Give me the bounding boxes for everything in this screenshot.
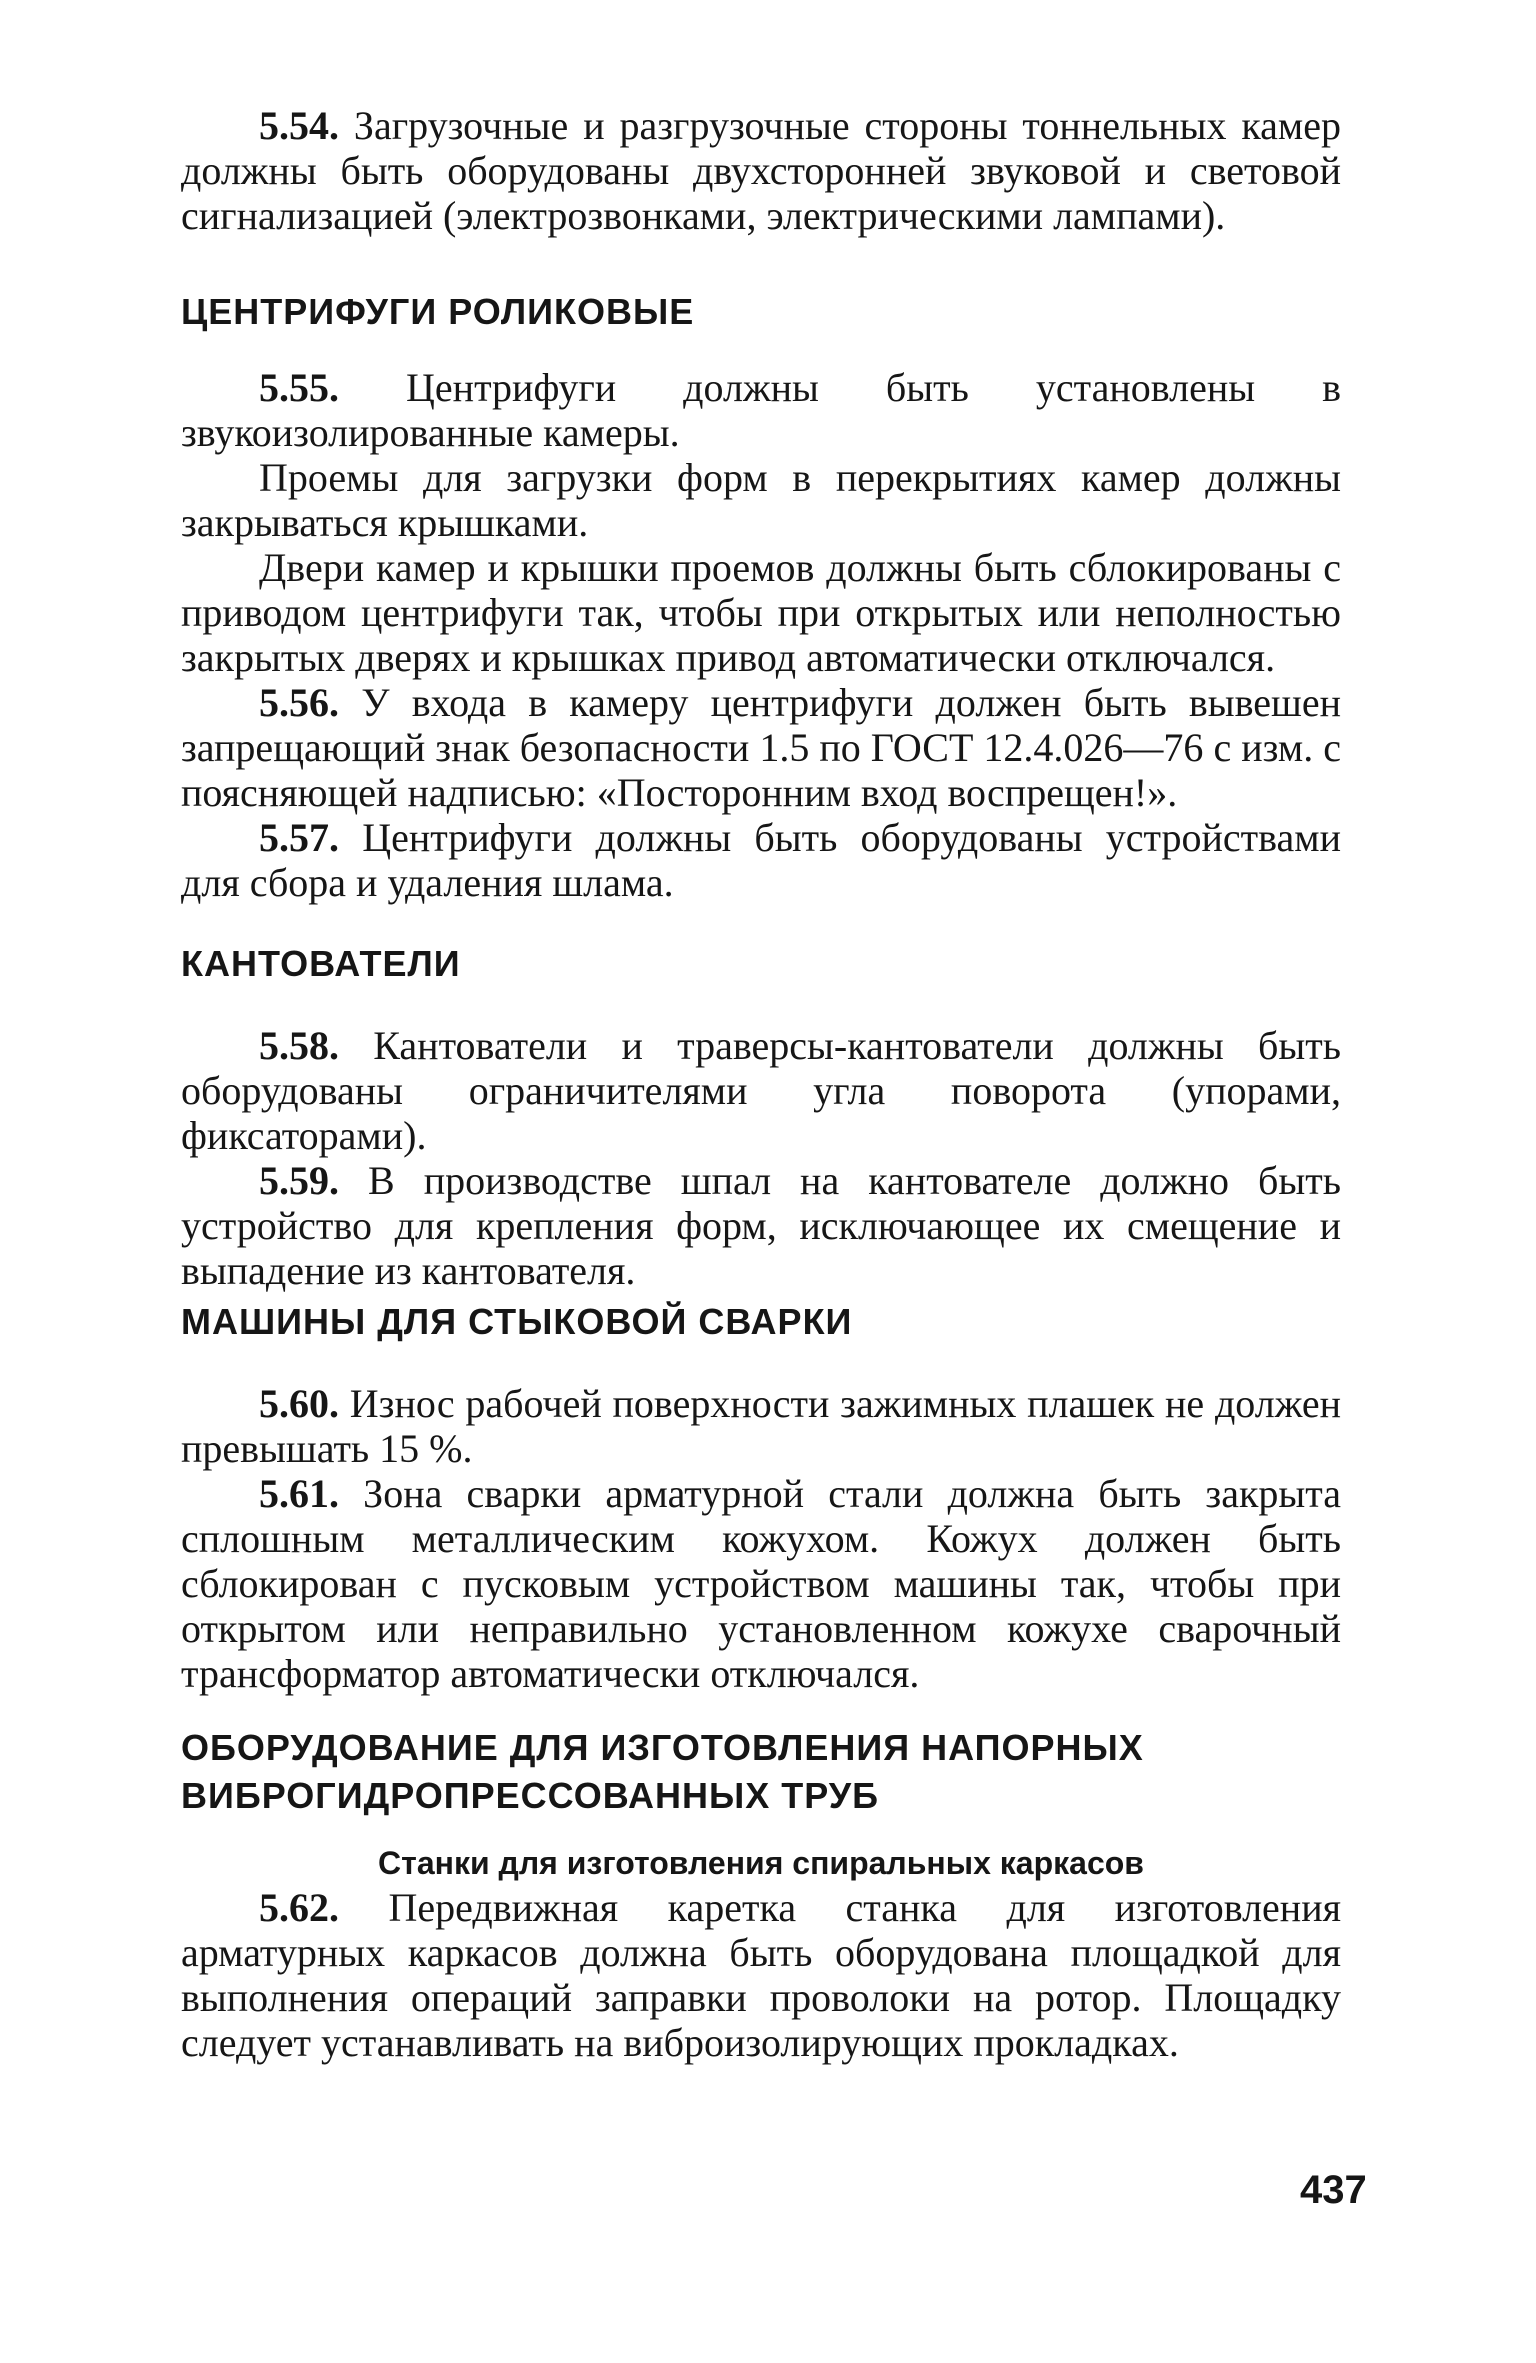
- paragraph-5-55-doors: Двери камер и крышки проемов должны быть сблокированы с приводом центрифуги так, чтобы при открытых или неполностью закрытых дверях и крышках привод автоматически отключался.: [181, 545, 1341, 680]
- heading-centrifuges: ЦЕНТРИФУГИ РОЛИКОВЫЕ: [181, 291, 695, 332]
- section-welding: [181, 1381, 1341, 1696]
- heading-welding: МАШИНЫ ДЛЯ СТЫКОВОЙ СВАРКИ: [181, 1301, 853, 1342]
- heading-pipes-line-1: ОБОРУДОВАНИЕ ДЛЯ ИЗГОТОВЛЕНИЯ НАПОРНЫХ: [181, 1727, 1144, 1768]
- heading-pipes-line-2: ВИБРОГИДРОПРЕССОВАННЫХ ТРУБ: [181, 1775, 880, 1816]
- paragraph-5-58: [181, 1023, 1341, 1158]
- subheading-spiral-frames: Станки для изготовления спиральных каркасов: [378, 1845, 1144, 1881]
- paragraph-number: 5.56.: [259, 680, 339, 725]
- paragraph-5-55-openings: Проемы для загрузки форм в перекрытиях камер должны закрываться крышками.: [181, 455, 1341, 545]
- page-number: 437: [1300, 2168, 1367, 2212]
- section-intro: [181, 103, 1341, 238]
- paragraph-text: Центрифуги должны быть оборудованы устройствами для сбора и удаления шлама.: [181, 815, 1341, 905]
- paragraph-number: 5.58.: [259, 1023, 339, 1068]
- paragraph-text: Передвижная каретка станка для изготовления арматурных каркасов должна быть оборудована площадкой для выполнения операций заправки проволоки на ротор. Площадку следует устанавливать на виброизолирующих прокладках.: [181, 1885, 1342, 2065]
- paragraph-5-57: [181, 815, 1341, 905]
- section-centrifuges: [181, 365, 1341, 905]
- paragraph-number: 5.59.: [259, 1158, 339, 1203]
- paragraph-text: У входа в камеру центрифуги должен быть вывешен запрещающий знак безопасности 1.5 по ГОСТ 12.4.026—76 с изм. с поясняющей надписью: «Посторонним вход воспрещен!».: [181, 680, 1342, 815]
- section-tilters: [181, 1023, 1341, 1293]
- paragraph-text: Зона сварки арматурной стали должна быть закрыта сплошным металлическим кожухом. Кожух должен быть сблокирован с пусковым устройством машины так, чтобы при открытом или неправильно установленном кожухе сварочный трансформатор автоматически отключался.: [181, 1471, 1342, 1696]
- paragraph-5-59: [181, 1158, 1341, 1293]
- paragraph-5-56: [181, 680, 1341, 815]
- paragraph-text: Загрузочные и разгрузочные стороны тоннельных камер должны быть оборудованы двухсторонней звуковой и световой сигнализацией (электрозвонками, электрическими лампами).: [181, 103, 1341, 238]
- paragraph-number: 5.62.: [259, 1885, 339, 1930]
- heading-pipes: [181, 1724, 1341, 1820]
- paragraph-number: 5.55.: [259, 365, 339, 410]
- section-pipes: [181, 1885, 1341, 2065]
- paragraph-5-60: [181, 1381, 1341, 1471]
- paragraph-text: В производстве шпал на кантователе должно быть устройство для крепления форм, исключающее их смещение и выпадение из кантователя.: [181, 1158, 1341, 1293]
- paragraph-5-55: [181, 365, 1341, 455]
- paragraph-text: Центрифуги должны быть установлены в звукоизолированные камеры.: [181, 365, 1341, 455]
- paragraph-number: 5.57.: [259, 815, 339, 860]
- paragraph-5-54: [181, 103, 1341, 238]
- paragraph-5-62: [181, 1885, 1341, 2065]
- paragraph-5-61: [181, 1471, 1341, 1696]
- paragraph-number: 5.54.: [259, 103, 339, 148]
- paragraph-number: 5.61.: [259, 1471, 339, 1516]
- heading-tilters: КАНТОВАТЕЛИ: [181, 943, 461, 984]
- paragraph-text: Износ рабочей поверхности зажимных плашек не должен превышать 15 %.: [181, 1381, 1342, 1471]
- paragraph-text: Кантователи и траверсы-кантователи должны быть оборудованы ограничителями угла поворота (упорами, фиксаторами).: [181, 1023, 1342, 1158]
- paragraph-number: 5.60.: [259, 1381, 339, 1426]
